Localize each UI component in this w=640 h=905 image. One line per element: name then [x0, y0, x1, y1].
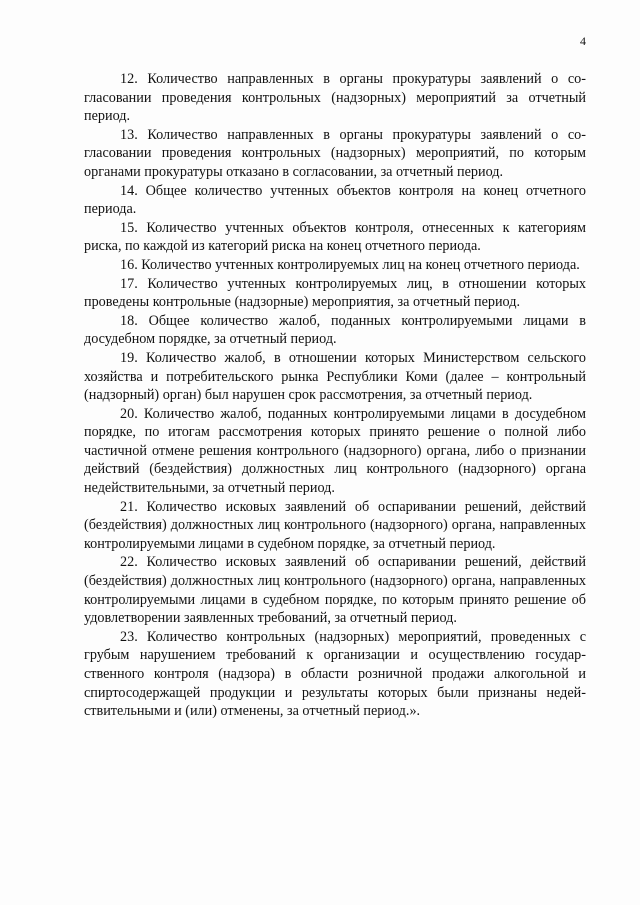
page-number: 4 [580, 34, 586, 48]
paragraph-16: 16. Количество учтенных контролируемых лиц на конец отчетного периода. [120, 256, 580, 273]
paragraph-17: 17. Количество учтенных контролируемых лиц, в отношении которых проведены контрольные (надзорные) мероприятия, за отчетный период. [84, 275, 586, 311]
paragraph-18: 18. Общее количество жалоб, поданных контролируемыми лицами в досудебном порядке, за отчетный период. [84, 312, 586, 348]
paragraph-22: 22. Количество исковых заявлений об оспаривании решений, действий (бездействия) должностных лиц контрольного (надзорного) органа, направленных контролируемыми лицами в судебном порядке, по которым принято решение об удовлетворении заявленных требований, за отчетный период. [84, 554, 586, 627]
paragraph-20: 20. Количество жалоб, поданных контролируемыми лицами в досудебном порядке, по итогам рассмотрения которых принято решение о полной либо частичной отмене решения контрольного (надзорного) органа, либо о признании действий (бездействия) должностных лиц контрольного (надзорного) органа недействительными, за отчетный период. [84, 405, 586, 497]
document-body [84, 70, 586, 721]
paragraph-19: 19. Количество жалоб, в отношении которых Министерством сельского хозяйства и потребительского рынка Республики Коми (далее – контрольный (надзорный) орган) был нарушен срок рассмотрения, за отчетный период. [84, 349, 586, 404]
paragraph-14: 14. Общее количество учтенных объектов контроля на конец отчетного периода. [84, 182, 586, 218]
paragraph-12: 12. Количество направленных в органы прокуратуры заявлений о согласовании проведения контрольных (надзорных) мероприятий за отчетный период. [84, 71, 586, 125]
paragraph-21: 21. Количество исковых заявлений об оспаривании решений, действий (бездействия) должностных лиц контрольного (надзорного) органа, направленных контролируемыми лицами в судебном порядке, за отчетный период. [84, 498, 586, 552]
paragraph-15: 15. Количество учтенных объектов контроля, отнесенных к категориям риска, по каждой из категорий риска на конец отчетного периода. [84, 219, 586, 255]
paragraph-23: 23. Количество контрольных (надзорных) мероприятий, проведенных с грубым нарушением требований к организации и осуществлению государственного контроля (надзора) в области розничной продажи алкогольной и спиртосодержащей продукции и результаты которых были признаны недействительными и (или) отменены, за отчетный период.». [84, 628, 586, 720]
paragraph-13: 13. Количество направленных в органы прокуратуры заявлений о согласовании проведения контрольных (надзорных) мероприятий, по которым органами прокуратуры отказано в согласовании, за отчетный период. [84, 126, 586, 180]
